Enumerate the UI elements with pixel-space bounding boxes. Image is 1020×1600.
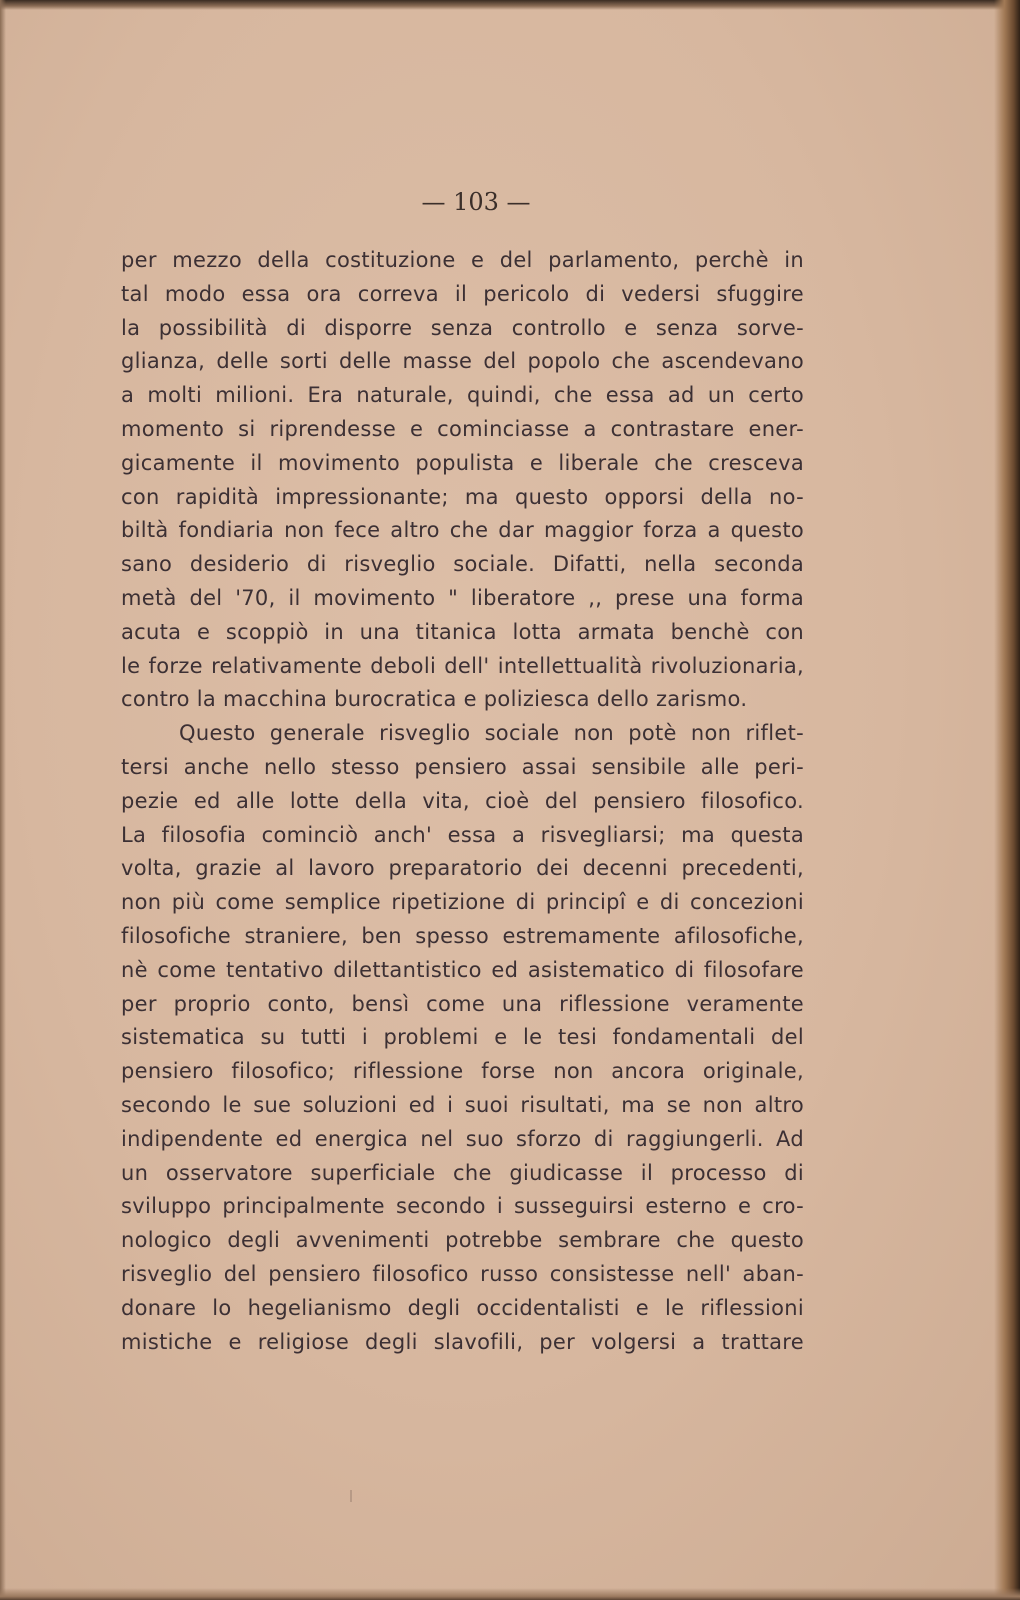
text-line: glianza, delle sorti delle masse del popolo che ascendevano [121, 349, 804, 374]
page-bottom-edge [0, 1588, 1020, 1600]
text-line: sistematica su tutti i problemi e le tesi fondamentali del [121, 1025, 804, 1050]
text-line: non più come semplice ripetizione di principî e di concezioni [121, 890, 804, 915]
text-line: secondo le sue soluzioni ed i suoi risultati, ma se non altro [121, 1092, 804, 1117]
body-text [121, 244, 804, 1359]
paragraph-end-line: contro la macchina burocratica e poliziesca dello zarismo. [121, 687, 748, 712]
text-line: pensiero filosofico; riflessione forse non ancora originale, [121, 1059, 804, 1084]
text-line: sano desiderio di risveglio sociale. Difatti, nella seconda [121, 552, 804, 577]
text-line: tal modo essa ora correva il pericolo di vedersi sfuggire [121, 281, 804, 306]
page-number: — 103 — [421, 188, 531, 216]
text-line: risveglio del pensiero filosofico russo consistesse nell' aban- [121, 1261, 804, 1286]
text-line: filosofiche straniere, ben spesso estremamente afilosofiche, [121, 923, 804, 948]
page-left-edge [0, 0, 6, 1600]
text-line: con rapidità impressionante; ma questo opporsi della no- [121, 484, 804, 509]
text-line: le forze relativamente deboli dell' intellettualità rivoluzionaria, [121, 653, 804, 678]
page-top-edge [0, 0, 1020, 10]
text-line: metà del '70, il movimento " liberatore ,, prese una forma [121, 585, 804, 610]
text-line: un osservatore superficiale che giudicasse il processo di [121, 1160, 804, 1185]
text-line: nologico degli avvenimenti potrebbe sembrare che questo [121, 1228, 804, 1253]
text-line: per proprio conto, bensì come una riflessione veramente [121, 991, 804, 1016]
text-line: volta, grazie al lavoro preparatorio dei decenni precedenti, [121, 856, 804, 881]
page-right-edge [994, 0, 1020, 1600]
text-line: tersi anche nello stesso pensiero assai sensibile alle peri- [121, 754, 804, 779]
paragraph-start-line: Questo generale risveglio sociale non potè non riflet- [179, 721, 804, 746]
text-line: pezie ed alle lotte della vita, cioè del pensiero filosofico. [121, 788, 804, 813]
text-line: donare lo hegelianismo degli occidentalisti e le riflessioni [121, 1295, 804, 1320]
text-line: gicamente il movimento populista e liberale che cresceva [121, 450, 804, 475]
text-line: La filosofia cominciò anch' essa a risvegliarsi; ma questa [121, 822, 804, 847]
text-line: nè come tentativo dilettantistico ed asistematico di filosofare [121, 957, 804, 982]
text-line: per mezzo della costituzione e del parlamento, perchè in [121, 248, 804, 272]
text-line: biltà fondiaria non fece altro che dar maggior forza a questo [121, 518, 804, 543]
text-line: a molti milioni. Era naturale, quindi, che essa ad un certo [121, 383, 804, 408]
text-line: indipendente ed energica nel suo sforzo di raggiungerli. Ad [121, 1126, 804, 1151]
text-line: la possibilità di disporre senza controllo e senza sorve- [121, 315, 804, 340]
ink-smudge [350, 1490, 352, 1502]
text-line: sviluppo principalmente secondo i susseguirsi esterno e cro- [121, 1194, 804, 1219]
text-line: mistiche e religiose degli slavofili, per volgersi a trattare [121, 1329, 804, 1354]
text-line: momento si riprendesse e cominciasse a contrastare ener- [121, 416, 804, 441]
text-line: acuta e scoppiò in una titanica lotta armata benchè con [121, 619, 804, 644]
